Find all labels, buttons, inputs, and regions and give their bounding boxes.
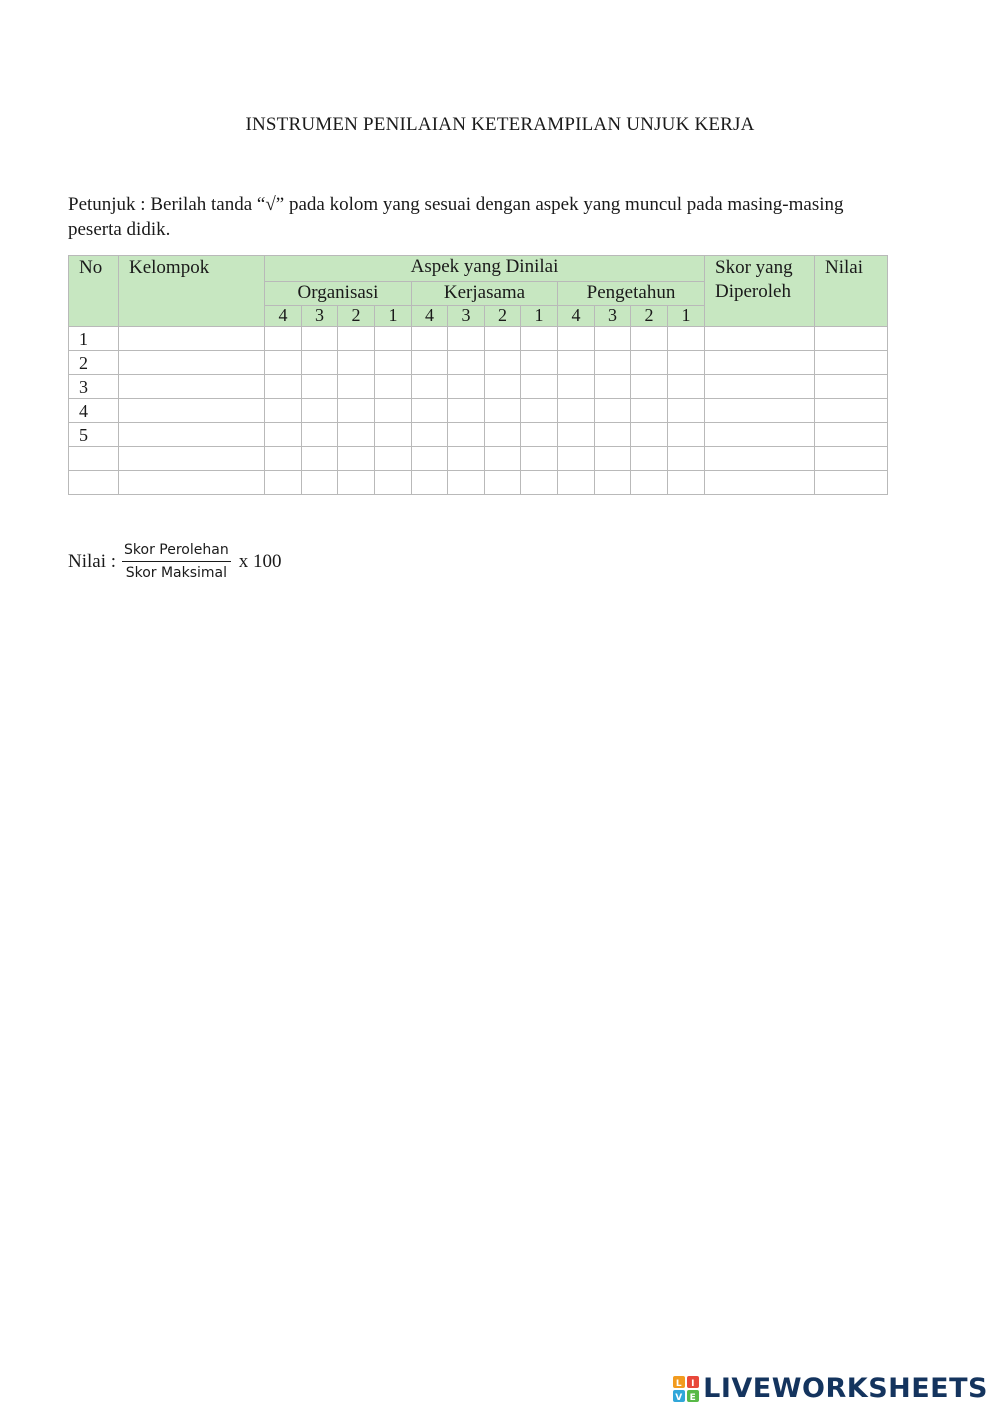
score-header: 4	[558, 306, 595, 327]
skor-cell[interactable]	[705, 351, 815, 375]
checkmark-cell[interactable]	[558, 327, 595, 351]
checkmark-cell[interactable]	[595, 351, 631, 375]
score-header: 2	[485, 306, 521, 327]
row-number: 2	[69, 351, 119, 375]
checkmark-cell[interactable]	[668, 399, 705, 423]
skor-cell[interactable]	[705, 375, 815, 399]
checkmark-cell[interactable]	[448, 471, 485, 495]
row-number: 1	[69, 327, 119, 351]
formula-label: Nilai :	[68, 550, 117, 572]
checkmark-cell[interactable]	[265, 471, 302, 495]
liveworksheets-logo-icon	[673, 1376, 699, 1402]
checkmark-cell[interactable]	[558, 399, 595, 423]
checkmark-cell[interactable]	[375, 471, 412, 495]
header-skor: Skor yang Diperoleh	[705, 256, 815, 327]
checkmark-cell[interactable]	[338, 423, 375, 447]
header-nilai: Nilai	[815, 256, 888, 327]
checkmark-cell[interactable]	[412, 471, 448, 495]
logo-letter: I	[691, 1378, 696, 1389]
score-header: 2	[631, 306, 668, 327]
row-number	[69, 471, 119, 495]
checkmark-cell[interactable]	[631, 423, 668, 447]
checkmark-cell[interactable]	[521, 351, 558, 375]
checkmark-cell[interactable]	[412, 447, 448, 471]
formula-numerator: Skor Perolehan	[122, 542, 231, 562]
row-number: 5	[69, 423, 119, 447]
checkmark-cell[interactable]	[595, 399, 631, 423]
checkmark-cell[interactable]	[265, 447, 302, 471]
checkmark-cell[interactable]	[558, 471, 595, 495]
formula-fraction	[122, 542, 231, 581]
checkmark-cell[interactable]	[521, 447, 558, 471]
logo-letter: V	[675, 1392, 683, 1402]
checkmark-cell[interactable]	[338, 447, 375, 471]
skor-cell[interactable]	[705, 447, 815, 471]
header-aspect-pengetahun: Pengetahun	[558, 282, 705, 306]
score-header: 4	[265, 306, 302, 327]
checkmark-cell[interactable]	[485, 375, 521, 399]
header-kelompok: Kelompok	[119, 256, 265, 327]
checkmark-cell[interactable]	[595, 375, 631, 399]
checkmark-cell[interactable]	[265, 399, 302, 423]
score-header: 2	[338, 306, 375, 327]
checkmark-cell[interactable]	[595, 327, 631, 351]
kelompok-cell[interactable]	[119, 447, 265, 471]
checkmark-cell[interactable]	[485, 423, 521, 447]
checkmark-cell[interactable]	[412, 399, 448, 423]
checkmark-cell[interactable]	[448, 327, 485, 351]
checkmark-cell[interactable]	[595, 423, 631, 447]
checkmark-cell[interactable]	[412, 375, 448, 399]
kelompok-cell[interactable]	[119, 351, 265, 375]
header-aspect-organisasi: Organisasi	[265, 282, 412, 306]
checkmark-cell[interactable]	[668, 471, 705, 495]
nilai-cell[interactable]	[815, 351, 888, 375]
score-formula	[68, 542, 281, 581]
nilai-cell[interactable]	[815, 423, 888, 447]
score-header: 3	[595, 306, 631, 327]
score-header: 4	[412, 306, 448, 327]
checkmark-cell[interactable]	[338, 327, 375, 351]
checkmark-cell[interactable]	[448, 399, 485, 423]
skor-cell[interactable]	[705, 399, 815, 423]
checkmark-cell[interactable]	[521, 423, 558, 447]
checkmark-cell[interactable]	[265, 423, 302, 447]
checkmark-cell[interactable]	[485, 327, 521, 351]
checkmark-cell[interactable]	[485, 471, 521, 495]
checkmark-cell[interactable]	[448, 423, 485, 447]
checkmark-cell[interactable]	[558, 423, 595, 447]
table-row	[69, 351, 888, 375]
checkmark-cell[interactable]	[375, 375, 412, 399]
checkmark-cell[interactable]	[375, 351, 412, 375]
row-number: 3	[69, 375, 119, 399]
checkmark-cell[interactable]	[412, 351, 448, 375]
checkmark-cell[interactable]	[668, 351, 705, 375]
checkmark-cell[interactable]	[558, 351, 595, 375]
checkmark-cell[interactable]	[631, 351, 668, 375]
checkmark-cell[interactable]	[302, 327, 338, 351]
nilai-cell[interactable]	[815, 447, 888, 471]
assessment-table	[68, 255, 888, 495]
score-header: 1	[375, 306, 412, 327]
brand-name: LIVEWORKSHEETS	[703, 1373, 988, 1404]
checkmark-cell[interactable]	[485, 447, 521, 471]
checkmark-cell[interactable]	[302, 351, 338, 375]
score-header: 1	[521, 306, 558, 327]
checkmark-cell[interactable]	[265, 327, 302, 351]
checkmark-cell[interactable]	[375, 399, 412, 423]
logo-letter: E	[689, 1392, 697, 1402]
checkmark-cell[interactable]	[631, 375, 668, 399]
score-header: 1	[668, 306, 705, 327]
checkmark-cell[interactable]	[375, 327, 412, 351]
checkmark-cell[interactable]	[375, 447, 412, 471]
header-aspect-kerjasama: Kerjasama	[412, 282, 558, 306]
kelompok-cell[interactable]	[119, 399, 265, 423]
checkmark-cell[interactable]	[668, 327, 705, 351]
checkmark-cell[interactable]	[302, 447, 338, 471]
checkmark-cell[interactable]	[521, 327, 558, 351]
checkmark-cell[interactable]	[631, 471, 668, 495]
formula-multiplier: x 100	[238, 550, 282, 572]
checkmark-cell[interactable]	[668, 423, 705, 447]
table-row	[69, 447, 888, 471]
checkmark-cell[interactable]	[265, 351, 302, 375]
table-row	[69, 399, 888, 423]
table-row	[69, 423, 888, 447]
kelompok-cell[interactable]	[119, 423, 265, 447]
checkmark-cell[interactable]	[302, 399, 338, 423]
checkmark-cell[interactable]	[485, 351, 521, 375]
checkmark-cell[interactable]	[558, 375, 595, 399]
checkmark-cell[interactable]	[338, 471, 375, 495]
score-header: 3	[448, 306, 485, 327]
checkmark-cell[interactable]	[521, 375, 558, 399]
checkmark-cell[interactable]	[265, 375, 302, 399]
checkmark-cell[interactable]	[668, 447, 705, 471]
nilai-cell[interactable]	[815, 471, 888, 495]
checkmark-cell[interactable]	[595, 471, 631, 495]
nilai-cell[interactable]	[815, 375, 888, 399]
skor-cell[interactable]	[705, 471, 815, 495]
checkmark-cell[interactable]	[521, 471, 558, 495]
checkmark-cell[interactable]	[631, 327, 668, 351]
instructions-text: Petunjuk : Berilah tanda “√” pada kolom yang sesuai dengan aspek yang muncul pada masing-masing peserta didik.	[68, 194, 844, 240]
table-row	[69, 375, 888, 399]
checkmark-cell[interactable]	[448, 447, 485, 471]
checkmark-cell[interactable]	[412, 327, 448, 351]
document-title: INSTRUMEN PENILAIAN KETERAMPILAN UNJUK KERJA	[245, 114, 755, 135]
checkmark-cell[interactable]	[668, 375, 705, 399]
header-no: No	[69, 256, 119, 327]
liveworksheets-brand	[673, 1373, 988, 1404]
logo-letter: L	[676, 1378, 683, 1389]
checkmark-cell[interactable]	[302, 423, 338, 447]
row-number	[69, 447, 119, 471]
header-aspek: Aspek yang Dinilai	[265, 256, 705, 282]
checkmark-cell[interactable]	[448, 375, 485, 399]
score-header: 3	[302, 306, 338, 327]
checkmark-cell[interactable]	[595, 447, 631, 471]
checkmark-cell[interactable]	[375, 423, 412, 447]
checkmark-cell[interactable]	[302, 375, 338, 399]
checkmark-cell[interactable]	[338, 399, 375, 423]
checkmark-cell[interactable]	[631, 447, 668, 471]
kelompok-cell[interactable]	[119, 375, 265, 399]
checkmark-cell[interactable]	[338, 375, 375, 399]
checkmark-cell[interactable]	[521, 399, 558, 423]
checkmark-cell[interactable]	[412, 423, 448, 447]
table-row	[69, 471, 888, 495]
skor-cell[interactable]	[705, 327, 815, 351]
checkmark-cell[interactable]	[448, 351, 485, 375]
row-number: 4	[69, 399, 119, 423]
checkmark-cell[interactable]	[631, 399, 668, 423]
kelompok-cell[interactable]	[119, 327, 265, 351]
checkmark-cell[interactable]	[485, 399, 521, 423]
table-row	[69, 327, 888, 351]
nilai-cell[interactable]	[815, 399, 888, 423]
checkmark-cell[interactable]	[558, 447, 595, 471]
checkmark-cell[interactable]	[302, 471, 338, 495]
kelompok-cell[interactable]	[119, 471, 265, 495]
checkmark-cell[interactable]	[338, 351, 375, 375]
nilai-cell[interactable]	[815, 327, 888, 351]
skor-cell[interactable]	[705, 423, 815, 447]
formula-denominator: Skor Maksimal	[125, 565, 228, 581]
